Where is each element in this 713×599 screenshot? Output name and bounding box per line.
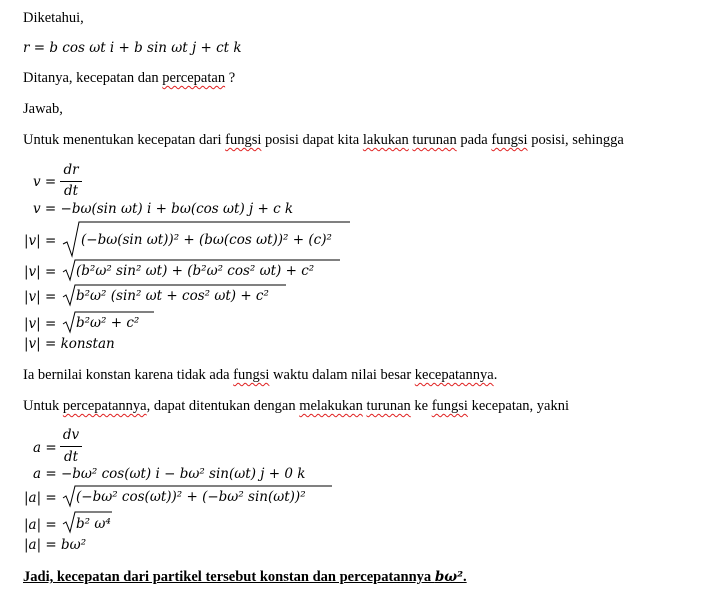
- acc-word-melakukan: melakukan: [299, 398, 363, 414]
- v-mag3-radicand: b²ω² (sin² ωt + cos² ωt) + c²: [76, 288, 269, 304]
- a-frac-num: dv: [62, 427, 80, 443]
- intro-text-4: posisi, sehingga: [527, 132, 624, 148]
- velocity-equation: v = −bω(sin ωt) i + bω(cos ωt) j + c k: [33, 201, 294, 217]
- acc-text-2: , dapat ditentukan dengan: [146, 398, 300, 414]
- a-frac-bar: [60, 446, 82, 447]
- v-lhs: v =: [33, 174, 57, 190]
- acc-word-percepatannya: percepatannya: [62, 398, 147, 414]
- asked-line: [23, 70, 235, 87]
- intro-word-fungsi: fungsi: [225, 132, 262, 148]
- conclusion: [23, 569, 467, 586]
- intro-text-3: pada: [456, 132, 492, 148]
- intro-paragraph: [23, 132, 624, 149]
- ia-text-1: Ia bernilai konstan karena tidak ada: [23, 367, 234, 383]
- ia-text-2: waktu dalam nilai besar: [269, 367, 415, 383]
- ia-word-kecepatannya: kecepatannya: [414, 367, 494, 383]
- v-frac-den: dt: [63, 183, 79, 199]
- v-mag4-radicand: b²ω² + c²: [76, 315, 140, 331]
- a-lhs: a =: [33, 440, 57, 456]
- given-label: Diketahui,: [23, 10, 84, 26]
- acc-text-1: Untuk: [23, 398, 63, 414]
- a-frac-den: dt: [63, 449, 79, 465]
- intro-word-fungsi-2: fungsi: [491, 132, 528, 148]
- a-mag1-lhs: |a| =: [24, 490, 57, 506]
- intro-text-1: Untuk menentukan kecepatan dari: [23, 132, 226, 148]
- position-equation: r = b cos ωt i + b sin ωt j + ct k: [23, 40, 242, 56]
- v-frac-num: dr: [63, 162, 79, 178]
- a-mag2-radicand: b² ω⁴: [76, 516, 111, 532]
- v-mag3-lhs: |v| =: [24, 289, 57, 305]
- constant-explanation: [23, 367, 497, 384]
- acceleration-intro: [23, 398, 569, 415]
- a-mag2-lhs: |a| =: [24, 517, 57, 533]
- a-mag3: |a| = bω²: [24, 537, 87, 553]
- v-mag2-lhs: |v| =: [24, 264, 57, 280]
- acc-word-turunan: turunan: [366, 398, 411, 414]
- asked-word-percepatan: percepatan: [162, 70, 226, 86]
- intro-word-lakukan: lakukan: [362, 132, 409, 148]
- acc-text-3: ke: [410, 398, 432, 414]
- v-frac-bar: [60, 181, 82, 182]
- a-mag1-radicand: (−bω² cos(ωt))² + (−bω² sin(ωt))²: [76, 489, 306, 505]
- v-mag2-radicand: (b²ω² sin² ωt) + (b²ω² cos² ωt) + c²: [76, 263, 315, 279]
- ia-word-fungsi: fungsi: [233, 367, 270, 383]
- acceleration-equation: a = −bω² cos(ωt) i − bω² sin(ωt) j + 0 k: [33, 466, 306, 482]
- v-mag1-radicand: (−bω(sin ωt))² + (bω(cos ωt))² + (c)²: [81, 232, 332, 248]
- asked-question-mark: ?: [225, 70, 236, 86]
- asked-text: Ditanya, kecepatan dan: [23, 70, 163, 86]
- answer-label: Jawab,: [23, 101, 63, 117]
- v-mag1-lhs: |v| =: [24, 233, 57, 249]
- conclusion-text: Jadi, kecepatan dari partikel tersebut konstan dan percepatannya: [23, 569, 435, 585]
- acc-text-4: kecepatan, yakni: [467, 398, 569, 414]
- ia-period: .: [493, 367, 498, 383]
- conclusion-period: .: [463, 569, 467, 585]
- conclusion-math: bω²: [434, 569, 464, 585]
- v-mag5: |v| = konstan: [24, 336, 115, 352]
- intro-word-turunan: turunan: [412, 132, 457, 148]
- v-mag4-lhs: |v| =: [24, 316, 57, 332]
- intro-text-2: posisi dapat kita: [261, 132, 363, 148]
- acc-word-fungsi: fungsi: [431, 398, 468, 414]
